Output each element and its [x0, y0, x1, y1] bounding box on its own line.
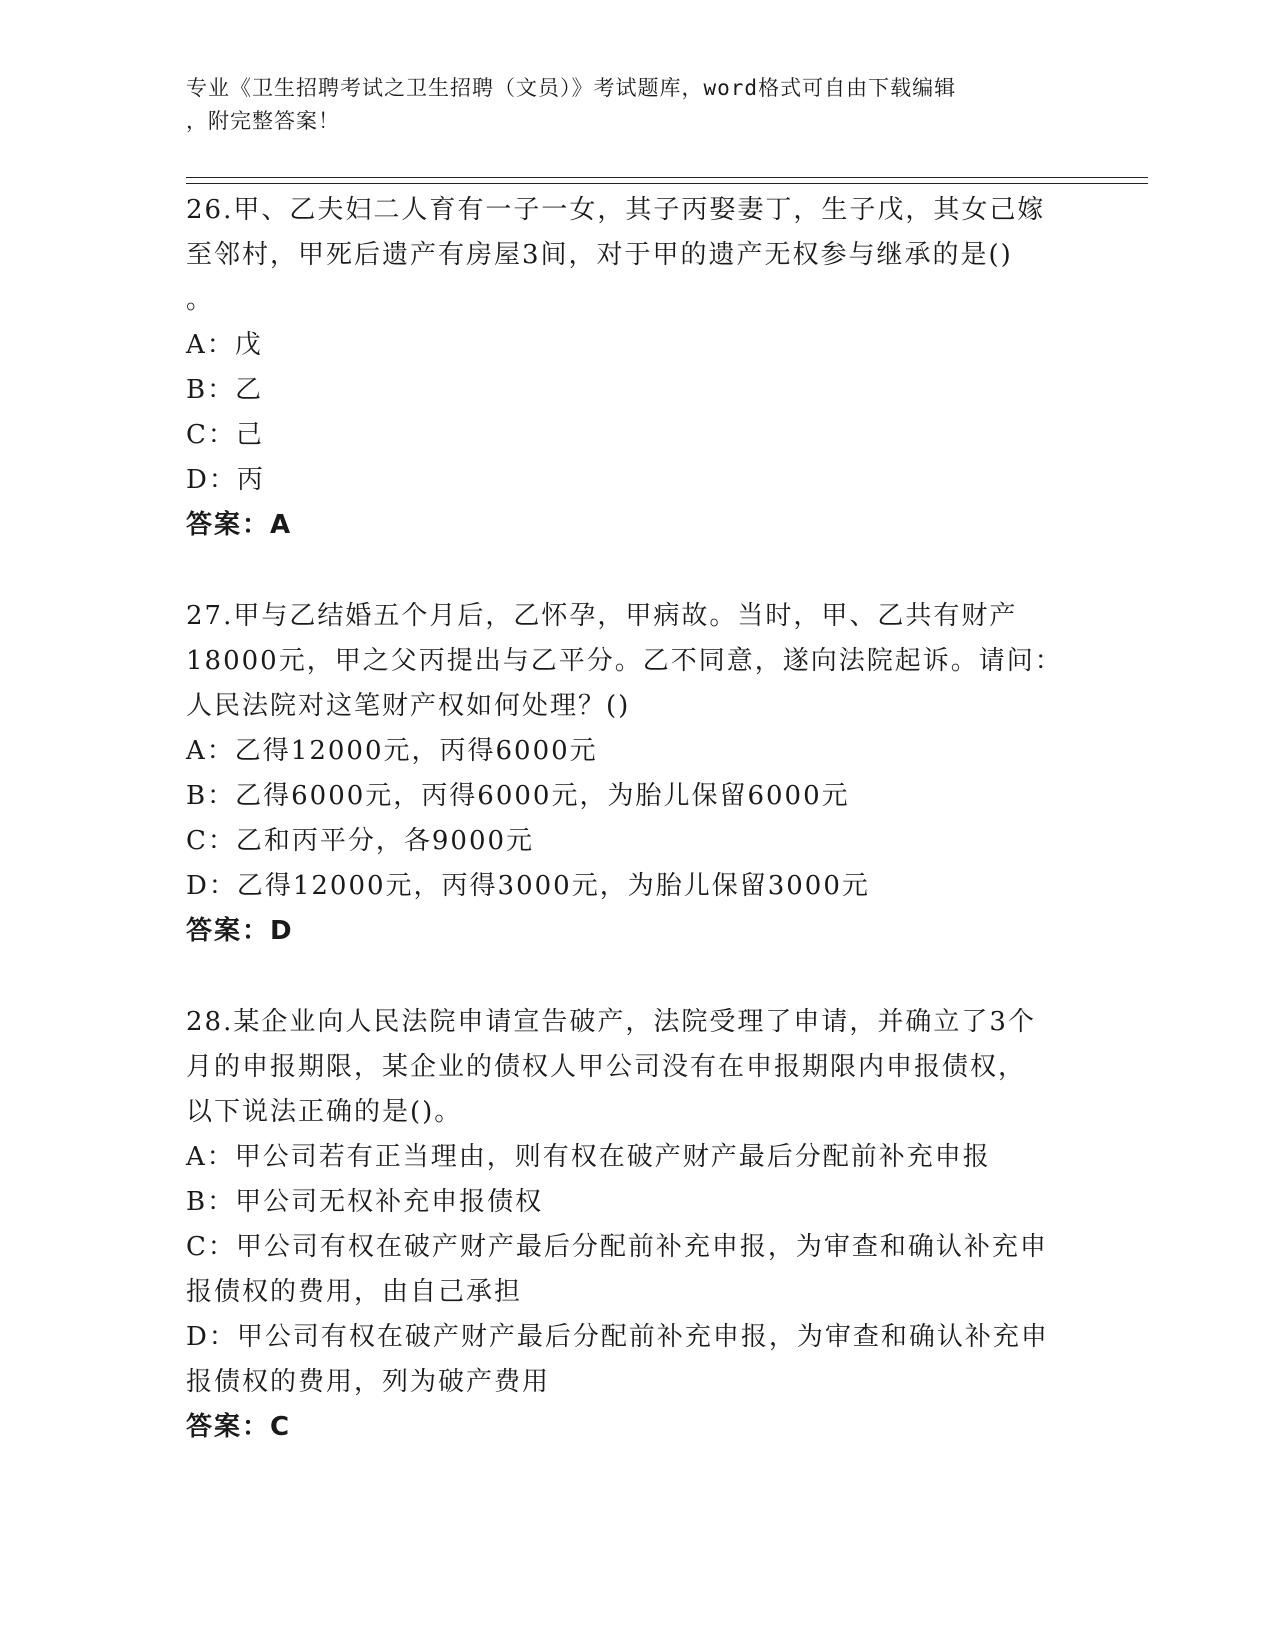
header-divider-bottom [186, 183, 1148, 184]
option-c: C：乙和丙平分，各9000元 [186, 826, 535, 856]
answer-label: 答案：A [186, 510, 293, 540]
question-stem-line: 。 [186, 285, 215, 315]
header-divider-top [186, 177, 1148, 178]
answer-label: 答案：C [186, 1412, 292, 1442]
option-a: A：甲公司若有正当理由，则有权在破产财产最后分配前补充申报 [186, 1142, 991, 1172]
option-d: D：乙得12000元，丙得3000元，为胎儿保留3000元 [186, 871, 870, 901]
question-27 [186, 594, 1076, 954]
option-c: C：甲公司有权在破产财产最后分配前补充申报，为审查和确认补充申 [186, 1232, 1048, 1262]
document-header [186, 72, 1066, 138]
option-d: D：丙 [186, 465, 265, 495]
question-28 [186, 1000, 1076, 1450]
answer-label: 答案：D [186, 916, 294, 946]
option-d: D：甲公司有权在破产财产最后分配前补充申报，为审查和确认补充申 [186, 1322, 1049, 1352]
question-list [186, 188, 1076, 1496]
question-stem-line: 26.甲、乙夫妇二人育有一子一女，其子丙娶妻丁，生子戊，其女己嫁 [186, 195, 1046, 225]
question-26 [186, 188, 1076, 548]
option-c: C：己 [186, 420, 264, 450]
option-b: B：乙 [186, 375, 264, 405]
option-d-continued: 报债权的费用，列为破产费用 [186, 1367, 551, 1397]
question-stem-line: 以下说法正确的是()。 [186, 1097, 463, 1127]
option-c-continued: 报债权的费用，由自己承担 [186, 1277, 523, 1307]
header-line-2: ，附完整答案！ [186, 109, 340, 133]
option-b: B：乙得6000元，丙得6000元，为胎儿保留6000元 [186, 781, 850, 811]
option-a: A：戊 [186, 330, 263, 360]
question-stem-line: 月的申报期限，某企业的债权人甲公司没有在申报期限内申报债权， [186, 1052, 1027, 1082]
question-stem-line: 27.甲与乙结婚五个月后，乙怀孕，甲病故。当时，甲、乙共有财产 [186, 601, 1018, 631]
question-stem-line: 人民法院对这笔财产权如何处理？() [186, 691, 631, 721]
question-stem-line: 至邻村，甲死后遗产有房屋3间，对于甲的遗产无权参与继承的是() [186, 240, 1013, 270]
header-line-1: 专业《卫生招聘考试之卫生招聘（文员）》考试题库，word格式可自由下载编辑 [186, 76, 957, 100]
question-stem-line: 28.某企业向人民法院申请宣告破产，法院受理了申请，并确立了3个 [186, 1007, 1036, 1037]
option-a: A：乙得12000元，丙得6000元 [186, 736, 598, 766]
question-stem-line: 18000元，甲之父丙提出与乙平分。乙不同意，遂向法院起诉。请问： [186, 646, 1063, 676]
option-b: B：甲公司无权补充申报债权 [186, 1187, 544, 1217]
